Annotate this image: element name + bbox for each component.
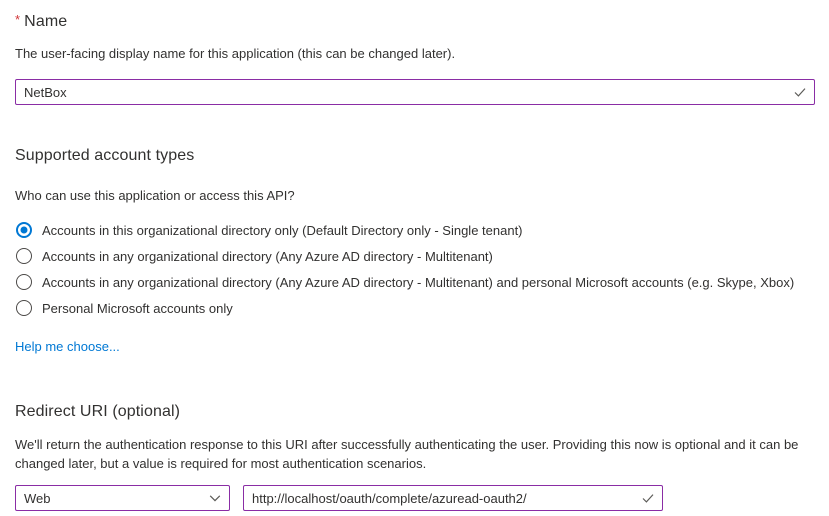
platform-select-value: Web — [24, 490, 51, 506]
redirect-uri-row — [15, 485, 815, 511]
radio-option-label: Personal Microsoft accounts only — [42, 300, 233, 316]
account-type-radio-group — [15, 217, 815, 321]
radio-option-multitenant-personal[interactable] — [15, 269, 815, 295]
name-field-description: The user-facing display name for this application (this can be changed later). — [15, 46, 456, 61]
required-asterisk: * — [15, 12, 21, 27]
redirect-uri-input[interactable] — [243, 485, 663, 511]
radio-button[interactable] — [16, 248, 32, 264]
name-input[interactable] — [15, 79, 815, 105]
platform-select-wrap — [15, 485, 230, 511]
radio-option-multitenant[interactable] — [15, 243, 815, 269]
radio-button[interactable] — [16, 222, 32, 238]
radio-option-personal-only[interactable] — [15, 295, 815, 321]
name-label-text: Name — [24, 13, 68, 30]
radio-option-label: Accounts in any organizational directory (Any Azure AD directory - Multitenant) and personal Microsoft accounts (e.g. Skype, Xbox) — [42, 274, 795, 290]
radio-option-label: Accounts in this organizational directory only (Default Directory only - Single tenant) — [42, 222, 523, 238]
redirect-uri-heading: Redirect URI (optional) — [15, 403, 181, 420]
help-me-choose-link[interactable]: Help me choose... — [15, 339, 120, 354]
name-field-label — [15, 13, 815, 31]
account-types-question: Who can use this application or access this API? — [15, 188, 295, 203]
radio-option-label: Accounts in any organizational directory (Any Azure AD directory - Multitenant) — [42, 248, 493, 264]
radio-button[interactable] — [16, 300, 32, 316]
name-input-wrap — [15, 79, 815, 105]
redirect-uri-description: We'll return the authentication response to this URI after successfully authenticating the user. Providing this now is optional and it can be changed later, but a value is required for most authentication scenarios. — [15, 437, 799, 471]
radio-option-single-tenant[interactable] — [15, 217, 815, 243]
supported-account-types-heading: Supported account types — [15, 147, 195, 164]
radio-button[interactable] — [16, 274, 32, 290]
platform-select[interactable] — [15, 485, 230, 511]
redirect-uri-input-wrap — [243, 485, 663, 511]
